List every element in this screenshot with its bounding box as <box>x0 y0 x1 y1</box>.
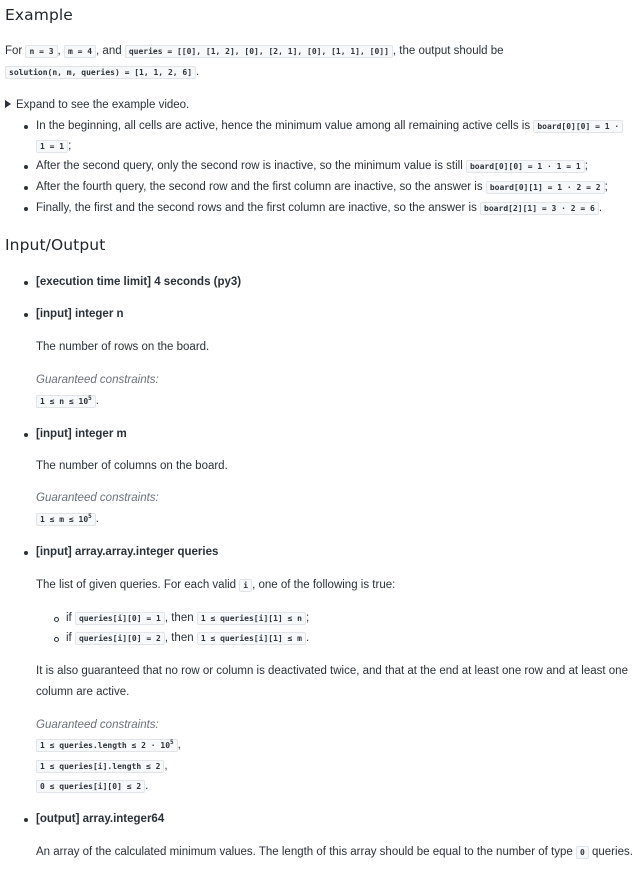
queries-constraint-3: 0 ≤ queries[i][0] ≤ 2 . <box>36 780 148 792</box>
queries-code: queries = [[0], [1, 2], [0], [2, 1], [0], [1, 1], [0]] <box>125 45 393 58</box>
io-heading: Input/Output <box>5 236 106 254</box>
output-desc: An array of the calculated minimum values. The length of this array should be equal to the number of type 0 queries. <box>36 846 633 858</box>
example-bullet: After the fourth query, the second row and the first column are inactive, so the answer is board[0][1] = 1 · 2 = 2 ; <box>36 181 608 193</box>
queries-constraint-1: 1 ≤ queries.length ≤ $2 \cdot 10^5$ , <box>36 739 181 751</box>
input-n-title: [input] integer n <box>36 308 124 320</box>
m-code: m = 4 <box>64 45 96 58</box>
constraints-label: Guaranteed constraints: <box>36 374 159 386</box>
m-constraint: $1 \le m \le 10^5$ . <box>36 513 99 525</box>
guarantee-line-1: It is also guaranteed that no row or column is deactivated twice, and that at the end at least one row and at least one <box>36 665 628 677</box>
solution-code: solution(n, m, queries) = [1, 1, 2, 6] <box>5 66 196 79</box>
expand-video-toggle[interactable]: Expand to see the example video. <box>5 99 189 111</box>
n-constraint: $1 \le n \le 10^5$ . <box>36 395 99 407</box>
input-m-title: [input] integer m <box>36 428 127 440</box>
exec-time-limit: [execution time limit] 4 seconds (py3) <box>36 276 242 288</box>
example-bullet: After the second query, only the second row is inactive, so the minimum value is still board[0][0] = 1 · 1 = 1 ; <box>36 160 588 172</box>
query-rule-2: if queries[i][0] = 2 , then 1 ≤ queries[i][1] ≤ m . <box>66 632 310 644</box>
input-n-desc: The number of rows on the board. <box>36 341 210 353</box>
expand-triangle-icon <box>5 100 11 108</box>
guarantee-line-2: column are active. <box>36 686 130 698</box>
constraints-label: Guaranteed constraints: <box>36 719 159 731</box>
input-m-desc: The number of columns on the board. <box>36 460 228 472</box>
example-heading: Example <box>5 6 73 24</box>
query-rule-1: if queries[i][0] = 1 , then 1 ≤ queries[i][1] ≤ n ; <box>66 612 310 624</box>
example-bullet: Finally, the first and the second rows and the first column are inactive, so the answer is board[2][1] = 3 · 2 = 6 . <box>36 202 603 214</box>
constraints-label: Guaranteed constraints: <box>36 492 159 504</box>
input-queries-title: [input] array.array.integer queries <box>36 546 219 558</box>
example-output-line: solution(n, m, queries) = [1, 1, 2, 6] . <box>5 66 199 78</box>
example-intro-line: For n = 3 , m = 4 , and queries = [[0], [1, 2], [0], [2, 1], [0], [1, 1], [0]] , the output should be <box>5 45 504 57</box>
example-bullet: In the beginning, all cells are active, hence the minimum value among all remaining active cells is board[0][0] = 1 · <box>36 120 623 132</box>
input-queries-desc: The list of given queries. For each valid i , one of the following is true: <box>36 579 396 591</box>
queries-constraint-2: 1 ≤ queries[i].length ≤ 2 , <box>36 760 168 772</box>
example-bullet-continuation: 1 = 1 ; <box>36 140 71 152</box>
output-title: [output] array.integer64 <box>36 813 165 825</box>
n-code: n = 3 <box>25 45 57 58</box>
